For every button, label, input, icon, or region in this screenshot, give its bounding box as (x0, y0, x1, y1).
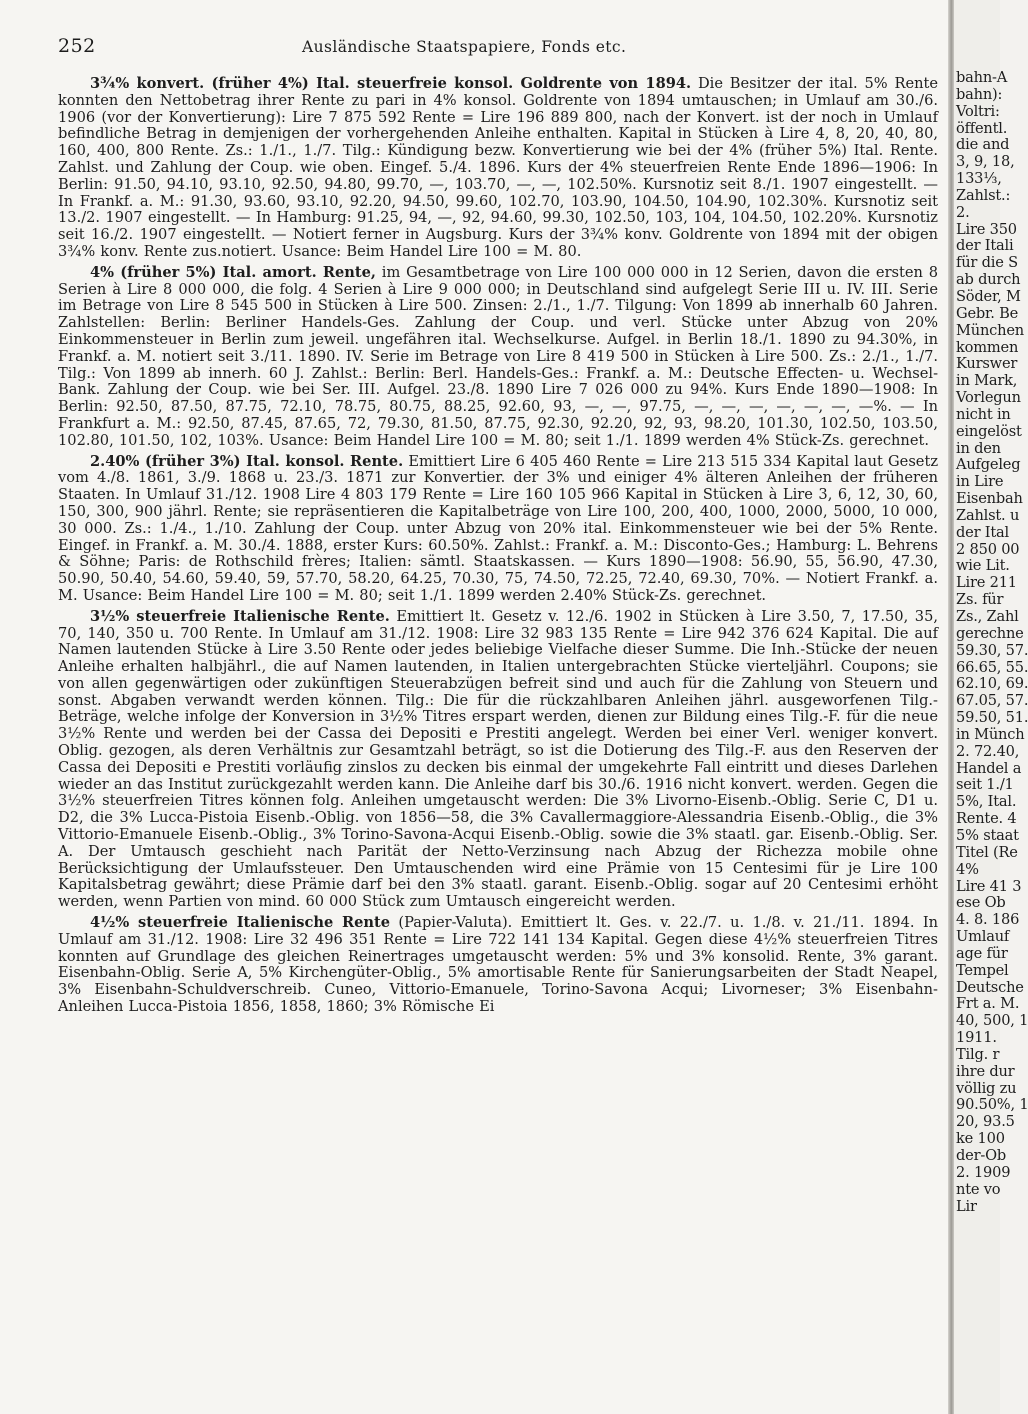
adjacent-page-line: Umlauf (956, 928, 1010, 946)
adjacent-page-line: Kurswer (956, 355, 1018, 373)
adjacent-page-line: Rente. 4 (956, 810, 1017, 828)
entry-amort-rente (58, 265, 938, 450)
adjacent-page-line: in Münch (956, 725, 1025, 743)
adjacent-page-line: kommen (956, 338, 1019, 356)
adjacent-page-line: 67.05, 57. (956, 692, 1028, 710)
adjacent-page-line: Lire 211 (956, 574, 1017, 592)
entry-heading: 2.40% (früher 3%) Ital. konsol. Rente. (90, 452, 404, 470)
adjacent-page-line: Aufgeleg (956, 456, 1021, 474)
page-body (58, 76, 938, 1016)
adjacent-page-line: Zs. für (956, 591, 1004, 609)
adjacent-page-line: 133⅓, (956, 170, 1002, 188)
adjacent-page-line: 59.50, 51. (956, 709, 1028, 727)
adjacent-page-line: nicht in (956, 405, 1011, 423)
entry-heading: 4% (früher 5%) Ital. amort. Rente, (90, 263, 377, 281)
adjacent-page-line: Zs., Zahl (956, 608, 1019, 625)
running-title: Ausländische Staatspapiere, Fonds etc. (302, 38, 627, 56)
entry-heading: 3¾% konvert. (früher 4%) Ital. steuerfreie konsol. Goldrente von 1894. (90, 75, 692, 92)
adjacent-page-line: völlig zu (956, 1079, 1017, 1097)
adjacent-page-line: 2. 1909 (956, 1163, 1011, 1181)
adjacent-page-line: der Itali (956, 237, 1014, 255)
adjacent-page-line: der Ital (956, 523, 1009, 541)
adjacent-page-line: 3, 9, 18, (956, 153, 1015, 171)
entry-steuerfreie-rente-3-5 (58, 609, 938, 911)
adjacent-page-line: Eisenbah (956, 490, 1023, 508)
entry-text: Emittiert lt. Gesetz v. 12./6. 1902 in Stücken à Lire 3.50, 7, 17.50, 35, 70, 140, 350 u. 700 Rente. In Umlauf am 31./12. 1908: Lire 32 983 135 Rente = Lire 942 376 624 Kapital. Die auf Namen lautenden Stücke à Lire 3.50 Rente oder jedes beliebige Vielfache dieser Summe. Die Inh.-Stücke der neuen Anleihe erhalten halbjährl., die auf Namen lautenden, in Italien untergebrachten Stücke vierteljährl. Coupons; sie von allen gegenwärtigen oder zukünftigen Steuerabzügen befreit sind und auch für die Zahlung von Steuern und sonst. Abgaben verwandt werden können. Tilg.: Die für die rückzahlbaren Anleihen jährl. ausgeworfenen Tilg.-Beträge, welche infolge der Konversion in 3½% Titres erspart werden, dienen zur Bildung eines Tilg.-F. für die neue 3½% Rente und werden bei der Cassa dei Depositi e Prestiti angelegt. Werden bei einer Verl. weniger konvert. Oblig. gezogen, als deren Verhältnis zur Gesamtzahl beträgt, so ist die Dotierung des Tilg.-F. aus den Reserven der Cassa dei Depositi e Prestiti vorläufig zinslos zu decken bis einmal der umgekehrte Fall eintritt und dieses Darlehen wieder an das Institut zurückgezahlt werden kann. Die Anleihe darf bis 30./6. 1916 nicht konvert. werden. Gegen die 3½% steuerfreien Titres können folg. Anleihen umgetauscht werden: Die 3% Livorno-Eisenb.-Oblig. Serie C, D1 u. D2, die 3% Lucca-Pistoia Eisenb.-Oblig. von 1856—58, die 3% Cavallermaggiore-Alessandria Eisenb.-Oblig., die 3% Vittorio-Emanuele Eisenb.-Oblig., 3% Torino-Savona-Acqui Eisenb.-Oblig. sowie die 3% staatl. gar. Eisenb.-Oblig. Ser. A. Der Umtausch geschieht nach Parität der Netto-Verzinsung nach Abzug der Richezza mobile ohne Berücksichtigung der Umlaufssteuer. Den Umtauschenden wird eine Prämie von 15 Centesimi für je Lire 100 Kapitalsbetrag gewährt; diese Prämie darf bei den 3% staatl. garant. Eisenb.-Oblig. sogar auf 20 Centesimi erhöht werden, wenn Partien von mind. 60 000 Stück zum Umtausch eingereicht werden. (58, 607, 939, 911)
adjacent-page-line: 59.30, 57. (956, 641, 1028, 659)
adjacent-page-line: 4. 8. 186 (956, 911, 1020, 929)
adjacent-page-line: die and (956, 136, 1010, 154)
adjacent-page-line: bahn): (956, 85, 1003, 103)
adjacent-page-line: 20, 93.5 (956, 1113, 1015, 1131)
entry-steuerfreie-rente-4-5 (58, 915, 938, 1016)
adjacent-page-line: ihre dur (956, 1062, 1015, 1080)
entry-text: im Gesamtbetrage von Lire 100 000 000 in 12 Serien, davon die ersten 8 Serien à Lire 8 000 000, die folg. 4 Serien à Lire 9 000 000; in Deutschland sind aufgelegt Serie III u. IV. III. Serie im Betrage von Lire 8 545 500 in Stücken à Lire 500. Zinsen: 2./1., 1./7. Tilgung: Von 1899 ab innerhalb 60 Jahren. Zahlstellen: Berlin: Berliner Handels-Ges. Zahlung der Coup. und verl. Stücke unter Abzug von 20% Einkommensteuer in Berlin zum jeweil. ungefähren ital. Wechselkurse. Aufgel. in Berlin 18./1. 1890 zu 94.30%, in Frankf. a. M. notiert seit 3./11. 1890. IV. Serie im Betrage von Lire 8 419 500 in Stücken à Lire 500. Zs.: 2./1., 1./7. Tilg.: Von 1899 ab innerh. 60 J. Zahlst.: Berlin: Berl. Handels-Ges.: Frankf. a. M.: Deutsche Effecten- u. Wechsel-Bank. Zahlung der Coup. wie bei Ser. III. Aufgel. 23./8. 1890 Lire 7 026 000 zu 94%. Kurs Ende 1890—1908: In Berlin: 92.50, 87.50, 87.75, 72.10, 78.75, 80.75, 88.25, 92.60, 93, —, —, 97.75, —, —, —, —, —, —, —%. — In Frankfurt a. M.: 92.50, 87.45, 87.65, 72, 79.30, 81.50, 87.75, 92.30, 92.20, 92, 93, 98.20, 101.30, 102.50, 103.50, 102.80, 101.50, 102, 103%. Usance: Beim Handel Lire 100 = M. 80; seit 1./1. 1899 werden 4% Stück-Zs. gerechnet. (58, 263, 938, 449)
adjacent-page-line: Lire 350 (956, 220, 1017, 238)
adjacent-page-line: Zahlst.: (956, 186, 1011, 204)
adjacent-page-line: 62.10, 69. (956, 675, 1028, 693)
adjacent-page-text (956, 70, 1028, 1215)
entry-goldrente-1894 (58, 76, 938, 261)
entry-heading: 4½% steuerfreie Italienische Rente (90, 914, 391, 932)
adjacent-page-line: gerechne (956, 624, 1024, 642)
adjacent-page-line: Handel a (956, 759, 1022, 777)
adjacent-page-line: seit 1./1 (956, 776, 1014, 794)
adjacent-page-line: Gebr. Be (956, 304, 1019, 322)
adjacent-page-line: Frt a. M. (956, 995, 1020, 1013)
adjacent-page-line: ke 100 (956, 1130, 1005, 1148)
adjacent-page-line: Titel (Re (956, 843, 1018, 861)
adjacent-page-line: 40, 500, 1 (956, 1012, 1028, 1030)
adjacent-page-line: 66.65, 55. (956, 658, 1028, 676)
book-page-right-fragment (954, 0, 1028, 1414)
adjacent-page-line: Lir (956, 1197, 977, 1215)
adjacent-page-line: 5%, Ital. (956, 793, 1017, 811)
adjacent-page-line: bahn-A (956, 69, 1008, 86)
adjacent-page-line: 1911. (956, 1029, 997, 1047)
adjacent-page-line: Lire 41 3 (956, 877, 1022, 895)
adjacent-page-line: Voltri: (956, 102, 1000, 120)
adjacent-page-line: in den (956, 439, 1001, 457)
adjacent-page-line: 2. 72.40, (956, 742, 1020, 760)
adjacent-page-line: age für (956, 944, 1008, 962)
entry-text: (Papier-Valuta). Emittiert lt. Ges. v. 22./7. u. 1./8. v. 21./11. 1894. In Umlauf am 31./12. 1908: Lire 32 496 351 Rente = Lire 722 141 134 Kapital. Gegen diese 4½% steuerfreien Titres konnten auf Grundlage des gleichen Reinertrages umgetauscht werden: 5% und 3% konsolid. Rente, 3% garant. Eisenbahn-Oblig. Serie A, 5% Kirchengüter-Oblig., 5% amortisable Rente für Sanierungsarbeiten der Stadt Neapel, 3% Eisenbahn-Schuldverschreib. Cuneo, Vittorio-Emanuele, Torino-Savona Acqui; Livorneser; 3% Eisenbahn-Anleihen Lucca-Pistoia 1856, 1858, 1860; 3% Römische Ei (58, 914, 939, 1016)
entry-heading: 3½% steuerfreie Italienische Rente. (90, 607, 390, 625)
adjacent-page-line: nte vo (956, 1180, 1001, 1198)
adjacent-page-line: Zahlst. u (956, 506, 1020, 524)
adjacent-page-line: Tempel (956, 961, 1009, 979)
adjacent-page-line: in Mark, (956, 372, 1018, 390)
adjacent-page-line: Söder, M (956, 287, 1021, 305)
adjacent-page-line: Tilg. r (956, 1045, 1000, 1063)
adjacent-page-line: der-Ob (956, 1147, 1006, 1164)
adjacent-page-line: Vorlegun (956, 389, 1021, 407)
entry-text: Die Besitzer der ital. 5% Rente konnten den Nettobetrag ihrer Rente zu pari in 4% konsol. Goldrente von 1894 umtauschen; in Umlauf am 30./6. 1906 (vor der Konvertierung): Lire 7 875 592 Rente = Lire 196 889 800, nach der Konvert. ist der noch in Umlauf befindliche Betrag in demjenigen der vorhergehenden Anleihe enthalten. Kapital in Stücken à Lire 4, 8, 20, 40, 80, 160, 400, 800 Rente. Zs.: 1./1., 1./7. Tilg.: Kündigung bezw. Konvertierung wie bei der 4% (früher 5%) Ital. Rente. Zahlst. und Zahlung der Coup. wie oben. Eingef. 5./4. 1896. Kurs der 4% steuerfreien Rente Ende 1896—1906: In Berlin: 91.50, 94.10, 93.10, 92.50, 94.80, 99.70, —, 103.70, —, —, 102.50%. Kursnotiz seit 8./1. 1907 eingestellt. — In Frankf. a. M.: 91.30, 93.60, 93.10, 92.20, 94.50, 99.60, 102.70, 103.90, 104.50, 104.90, 102.30%. Kursnotiz seit 13./2. 1907 eingestellt. — In Hamburg: 91.25, 94, —, 92, 94.60, 99.30, 102.50, 103, 104, 104.50, 102.20%. Kursnotiz seit 16./2. 1907 eingestellt. — Notiert ferner in Augsburg. Kurs der 3¾% konv. Goldrente von 1894 mit der obigen 3¾% konv. Rente zus.notiert. Usance: Beim Handel Lire 100 = M. 80. (58, 75, 939, 260)
adjacent-page-line: 90.50%, 1 (956, 1096, 1028, 1114)
adjacent-page-line: für die S (956, 254, 1018, 272)
adjacent-page-line: 5% staat (956, 826, 1019, 844)
adjacent-page-line: eingelöst (956, 422, 1022, 440)
entry-konsol-rente (58, 454, 938, 605)
adjacent-page-line: 4% (956, 860, 979, 878)
adjacent-page-line: Deutsche (956, 978, 1024, 996)
adjacent-page-line: in Lire (956, 473, 1004, 491)
adjacent-page-line: wie Lit. (956, 557, 1010, 575)
adjacent-page-line: ese Ob (956, 894, 1006, 912)
adjacent-page-line: München (956, 321, 1024, 339)
entry-text: Emittiert Lire 6 405 460 Rente = Lire 213 515 334 Kapital laut Gesetz vom 4./8. 1861, 3./9. 1868 u. 23./3. 1871 zur Konvertier. der 3% und einiger 4% älteren Anleihen der früheren Staaten. In Umlauf 31./12. 1908 Lire 4 803 179 Rente = Lire 160 105 966 Kapital in Stücken à Lire 3, 6, 12, 30, 60, 150, 300, 900 jährl. Rente; sie repräsentieren die Kapitalbeträge von Lire 100, 200, 400, 1000, 2000, 5000, 10 000, 30 000. Zs.: 1./4., 1./10. Zahlung der Coup. unter Abzug von 20% ital. Einkommensteuer wie bei der 5% Rente. Eingef. in Frankf. a. M. 30./4. 1888, erster Kurs: 60.50%. Zahlst.: Frankf. a. M.: Disconto-Ges.; Hamburg: L. Behrens & Söhne; Paris: de Rothschild frères; Italien: sämtl. Staatskassen. — Kurs 1890—1908: 56.90, 55, 56.90, 47.30, 50.90, 50.40, 54.60, 59.40, 59, 57.70, 58.20, 64.25, 70.30, 75, 74.50, 72.25, 72.40, 69.30, 70%. — Notiert Frankf. a. M. Usance: Beim Handel Lire 100 = M. 80; seit 1./1. 1899 werden 2.40% Stück-Zs. gerechnet. (58, 452, 939, 604)
page-number: 252 (58, 35, 96, 57)
adjacent-page-line: 2 850 00 (956, 540, 1020, 558)
adjacent-page-line: ab durch (956, 271, 1021, 289)
adjacent-page-line: 2. (956, 203, 970, 221)
adjacent-page-line: öffentl. (956, 119, 1008, 137)
